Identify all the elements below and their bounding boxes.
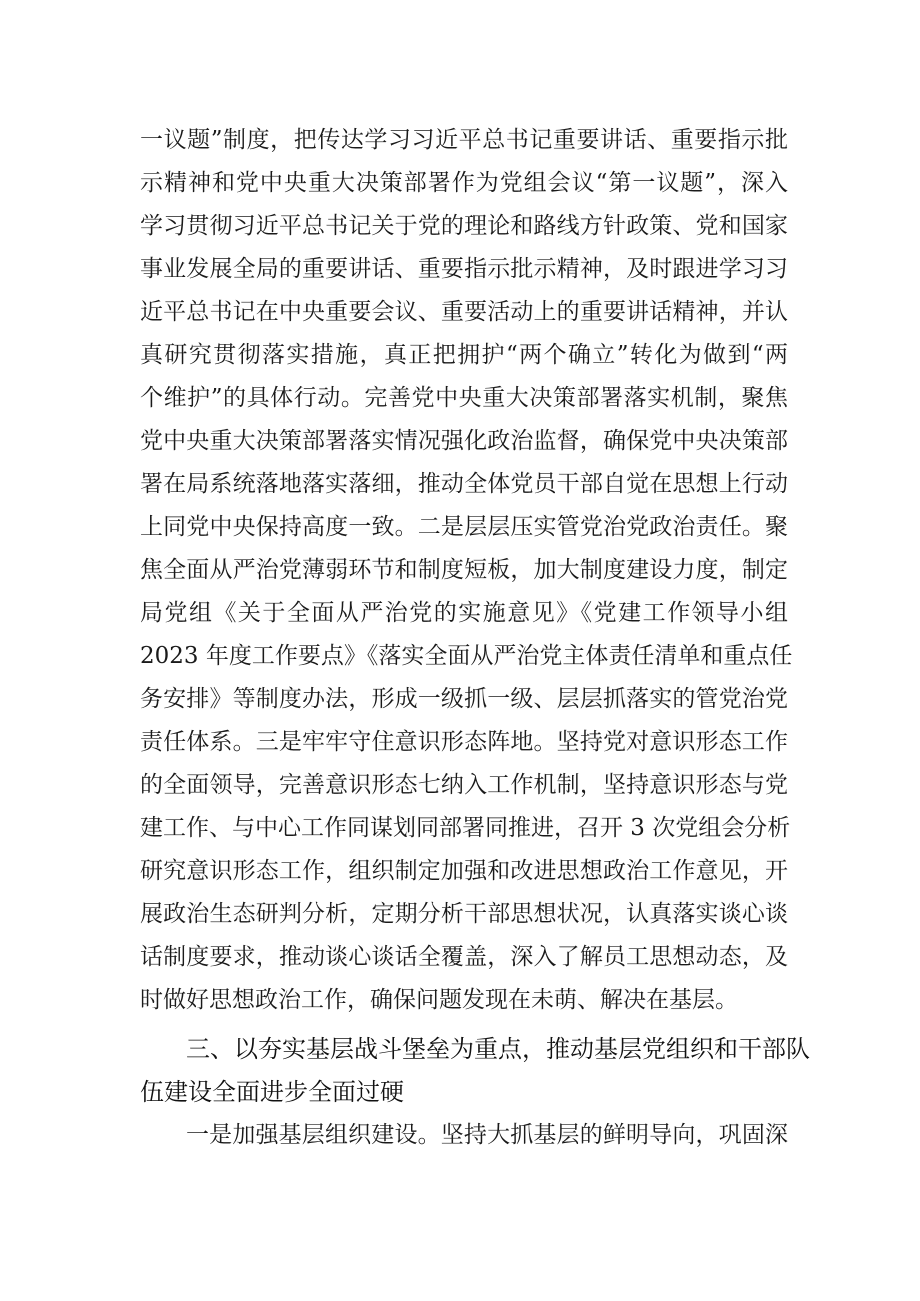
text-line: 真研究贯彻落实措施，真正把拥护“两个确立”转化为做到“两 xyxy=(140,342,788,368)
heading-line: 三、以夯实基层战斗堡垒为重点，推动基层党组织和干部队 xyxy=(186,1035,810,1063)
text-line: 的全面领导，完善意识形态七纳入工作机制，坚持意识形态与党 xyxy=(140,772,788,798)
section-heading xyxy=(140,1028,810,1114)
text-line: 事业发展全局的重要讲话、重要指示批示精神，及时跟进学习习 xyxy=(140,256,788,282)
text-line: 时做好思想政治工作，确保问题发现在未萌、解决在基层。 xyxy=(140,987,738,1013)
text-line: 党中央重大决策部署落实情况强化政治监督，确保党中央决策部 xyxy=(140,428,788,454)
text-line: 示精神和党中央重大决策部署作为党组会议“第一议题”，深入 xyxy=(140,170,788,196)
text-line: 建工作、与中心工作同谋划同部署同推进，召开 3 次党组会分析 xyxy=(140,815,791,841)
text-line: 一议题”制度，把传达学习习近平总书记重要讲话、重要指示批 xyxy=(140,127,788,153)
text-line: 个维护”的具体行动。完善党中央重大决策部署落实机制，聚焦 xyxy=(140,385,788,411)
text-line: 署在局系统落地落实落细，推动全体党员干部自觉在思想上行动 xyxy=(140,471,788,497)
heading-line: 伍建设全面进步全面过硬 xyxy=(140,1078,404,1106)
text-line: 近平总书记在中央重要会议、重要活动上的重要讲话精神，并认 xyxy=(140,299,788,325)
text-line: 责任体系。三是牢牢守住意识形态阵地。坚持党对意识形态工作 xyxy=(140,729,788,755)
text-line: 研究意识形态工作，组织制定加强和改进思想政治工作意见，开 xyxy=(140,858,788,884)
text-line: 话制度要求，推动谈心谈话全覆盖，深入了解员工思想动态，及 xyxy=(140,944,788,970)
text-line: 务安排》等制度办法，形成一级抓一级、层层抓落实的管党治党 xyxy=(140,686,788,712)
text-line: 2023 年度工作要点》《落实全面从严治党主体责任清单和重点任 xyxy=(140,643,793,669)
text-line: 学习贯彻习近平总书记关于党的理论和路线方针政策、党和国家 xyxy=(140,213,788,239)
text-line: 局党组《关于全面从严治党的实施意见》《党建工作领导小组 xyxy=(140,600,788,626)
text-line: 一是加强基层组织建设。坚持大抓基层的鲜明导向，巩固深 xyxy=(186,1122,788,1148)
text-line: 上同党中央保持高度一致。二是层层压实管党治党政治责任。聚 xyxy=(140,514,788,540)
paragraph-2 xyxy=(140,1114,788,1157)
text-line: 展政治生态研判分析，定期分析干部思想状况，认真落实谈心谈 xyxy=(140,901,788,927)
text-line: 焦全面从严治党薄弱环节和制度短板，加大制度建设力度，制定 xyxy=(140,557,788,583)
paragraph-1 xyxy=(140,119,793,1022)
